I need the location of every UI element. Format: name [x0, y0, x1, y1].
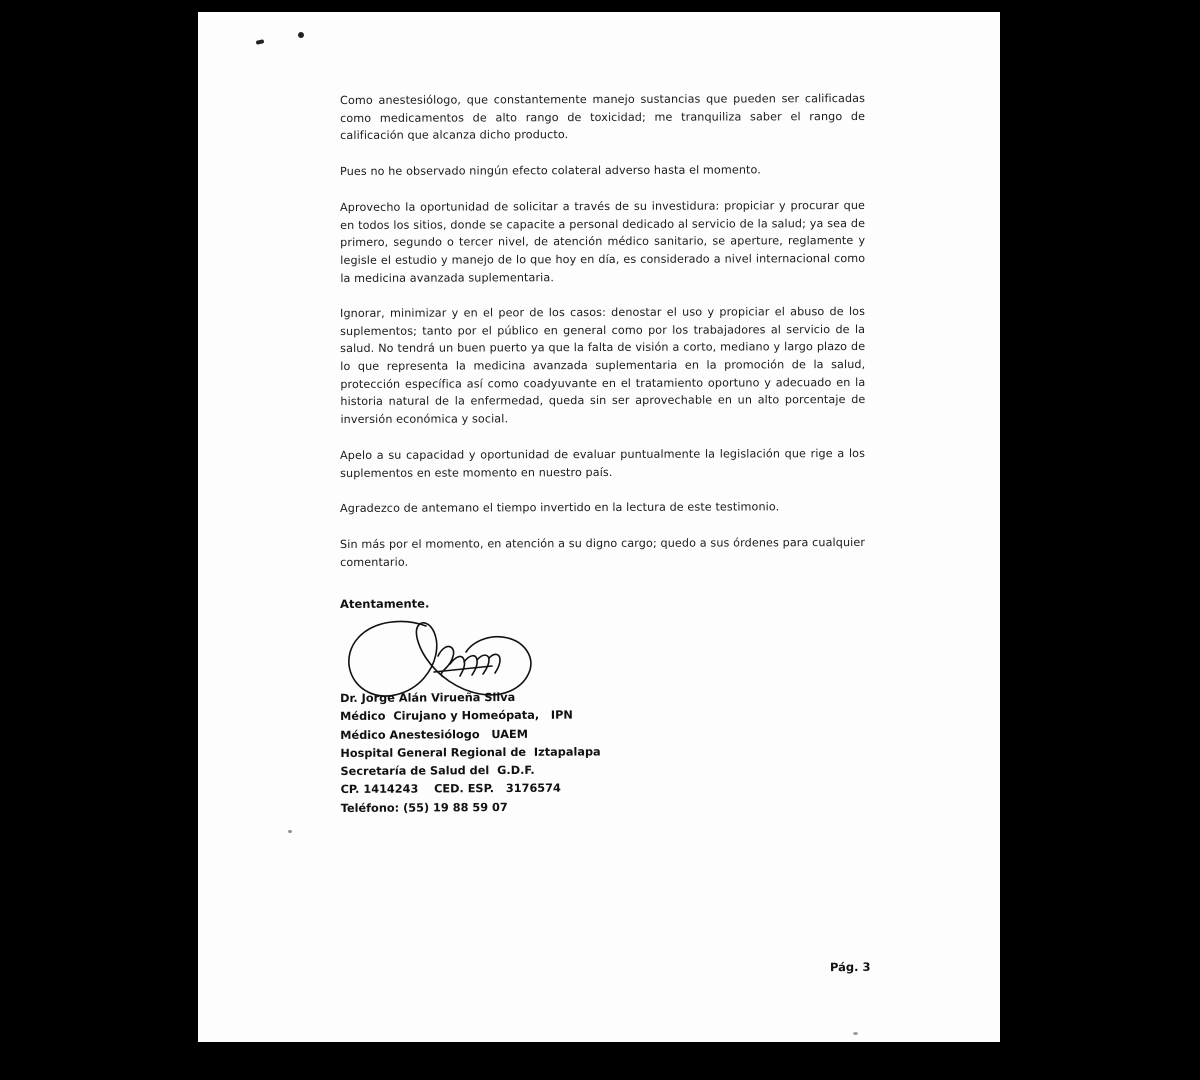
- signer-name: Dr. Jorge Alán Virueña Silva: [340, 690, 516, 705]
- page-number: Pág. 3: [829, 959, 871, 975]
- paragraph: Como anestesiólogo, que constantemente manejo sustancias que pueden ser calificadas como medicamentos de alto rango de toxicidad; me tranquiliza saber el rango de calificación que alcanza dicho producto.: [340, 91, 866, 143]
- signer-credential-2: Médico Anestesiólogo UAEM: [340, 727, 528, 742]
- paragraph: Pues no he observado ningún efecto colateral adverso hasta el momento.: [340, 163, 761, 179]
- scan-speck-icon: [298, 32, 304, 38]
- scan-speck-icon: [853, 1032, 858, 1035]
- signer-institution: Secretaría de Salud del G.D.F.: [340, 763, 535, 779]
- paragraph: Ignorar, minimizar y en el peor de los casos: denostar el uso y propiciar el abuso de los suplementos; tanto por el público en general como por los trabajadores al servicio de la salud. No tendrá un buen puerto ya que la falta de visión a corto, mediano y largo plazo de lo que representa la medicina avanzada suplementaria en la promoción de la salud, protección específica así como coadyuvante en el tratamiento oportuno y adecuado en la historia natural de la enfermedad, queda sin ser aprovechable en un alto porcentaje de inversión económica y social.: [340, 305, 866, 427]
- document-text-body: [340, 92, 865, 589]
- signer-details: [340, 688, 601, 818]
- document-page: [198, 12, 1000, 1042]
- signer-phone: Teléfono: (55) 19 88 59 07: [340, 800, 508, 815]
- signer-hospital: Hospital General Regional de Iztapalapa: [340, 745, 601, 760]
- paragraph: Sin más por el momento, en atención a su digno cargo; quedo a sus órdenes para cualquier comentario.: [340, 536, 866, 569]
- signer-credential-1: Médico Cirujano y Homeópata, IPN: [340, 708, 573, 724]
- paragraph: Aprovecho la oportunidad de solicitar a través de su investidura: propiciar y procurar que en todos los sitios, donde se capacite a personal dedicado al servicio de la salud; ya sea de primero, segundo o tercer nivel, de atención médico sanitario, se aperture, reglamente y legisle el estudio y manejo de lo que hoy en día, es considerado a nivel internacional como la medicina avanzada suplementaria.: [340, 198, 866, 285]
- paragraph: Apelo a su capacidad y oportunidad de evaluar puntualmente la legislación que rige a los suplementos en este momento en nuestro país.: [340, 446, 866, 480]
- scan-speck-icon: [288, 830, 292, 833]
- scan-speck-icon: [256, 39, 265, 45]
- signer-license-numbers: CP. 1414243 CED. ESP. 3176574: [340, 782, 561, 797]
- closing-salutation: Atentamente.: [340, 596, 430, 611]
- paragraph: Agradezco de antemano el tiempo invertido en la lectura de este testimonio.: [340, 500, 780, 516]
